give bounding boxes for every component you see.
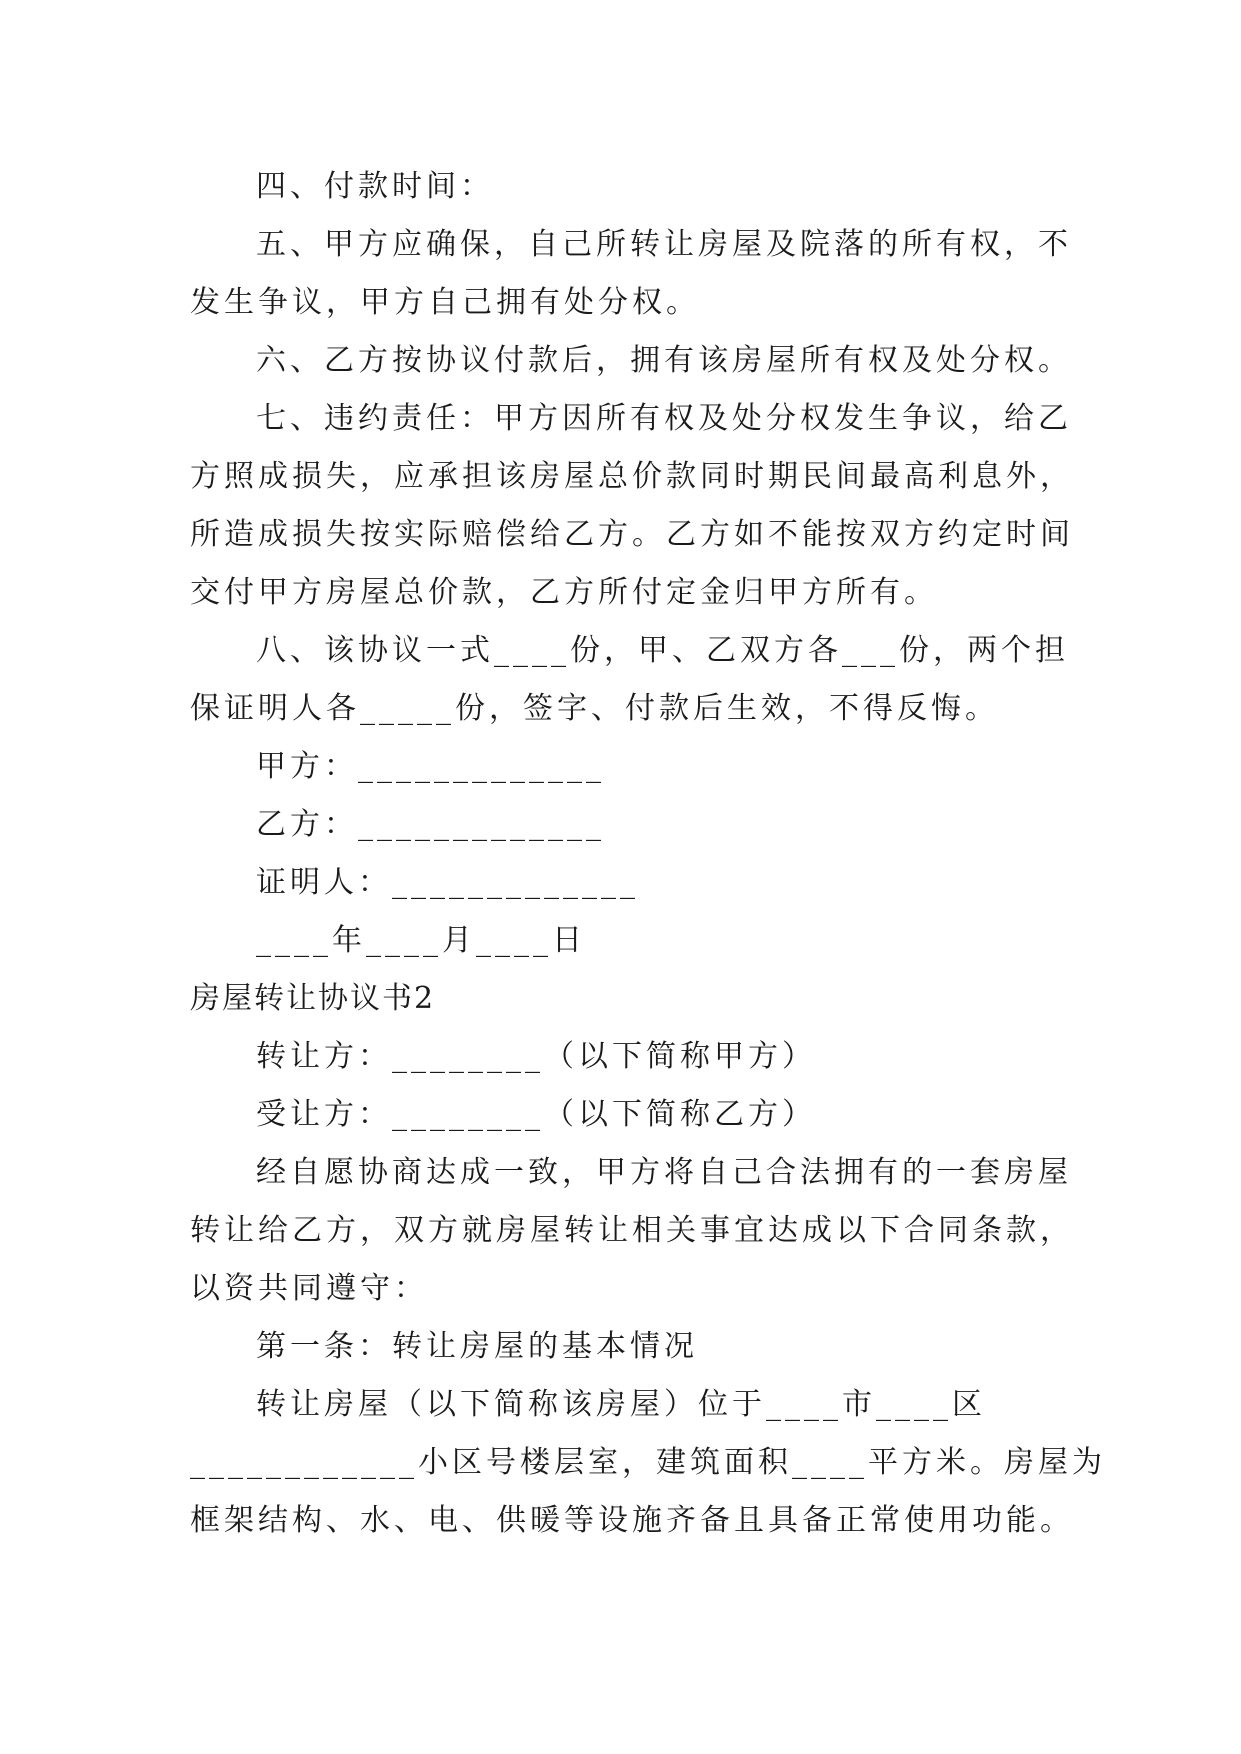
clause-8-line-2: 保证明人各_____份，签字、付款后生效，不得反悔。 <box>190 691 999 726</box>
clause-7-line-4: 交付甲方房屋总价款，乙方所付定金归甲方所有。 <box>190 575 938 610</box>
clause-8-line-1: 八、该协议一式____份，甲、乙双方各___份，两个担 <box>256 633 1069 668</box>
clause-6: 六、乙方按协议付款后，拥有该房屋所有权及处分权。 <box>256 343 1072 378</box>
transferor-line: 转让方：________（以下简称甲方） <box>256 1039 816 1074</box>
clause-5-line-2: 发生争议，甲方自己拥有处分权。 <box>190 285 700 320</box>
article-1-line-3: 框架结构、水、电、供暖等设施齐备且具备正常使用功能。 <box>190 1503 1074 1538</box>
clause-7-line-2: 方照成损失，应承担该房屋总价款同时期民间最高利息外， <box>190 459 1074 494</box>
article-1-line-1: 转让房屋（以下简称该房屋）位于____市____区 <box>256 1387 986 1422</box>
date-line: ____年____月____日 <box>256 923 586 958</box>
transferee-line: 受让方：________（以下简称乙方） <box>256 1097 816 1132</box>
clause-7-line-1: 七、违约责任：甲方因所有权及处分权发生争议，给乙 <box>256 401 1072 436</box>
witness-signature-line: 证明人：_____________ <box>256 865 639 900</box>
clause-5-line-1: 五、甲方应确保，自己所转让房屋及院落的所有权，不 <box>256 227 1072 262</box>
party-a-signature-line: 甲方：_____________ <box>256 749 605 784</box>
preamble-line-3: 以资共同遵守： <box>190 1271 428 1306</box>
preamble-line-1: 经自愿协商达成一致，甲方将自己合法拥有的一套房屋 <box>256 1155 1072 1190</box>
document-body <box>190 158 1106 1550</box>
clause-7-line-3: 所造成损失按实际赔偿给乙方。乙方如不能按双方约定时间 <box>190 517 1074 552</box>
article-1-heading: 第一条：转让房屋的基本情况 <box>256 1329 698 1364</box>
document-title-2: 房屋转让协议书2 <box>190 981 436 1016</box>
clause-4-payment-time: 四、付款时间： <box>256 169 494 204</box>
article-1-line-2: ____________小区号楼层室，建筑面积____平方米。房屋为 <box>190 1445 1106 1480</box>
party-b-signature-line: 乙方：_____________ <box>256 807 605 842</box>
preamble-line-2: 转让给乙方，双方就房屋转让相关事宜达成以下合同条款， <box>190 1213 1074 1248</box>
